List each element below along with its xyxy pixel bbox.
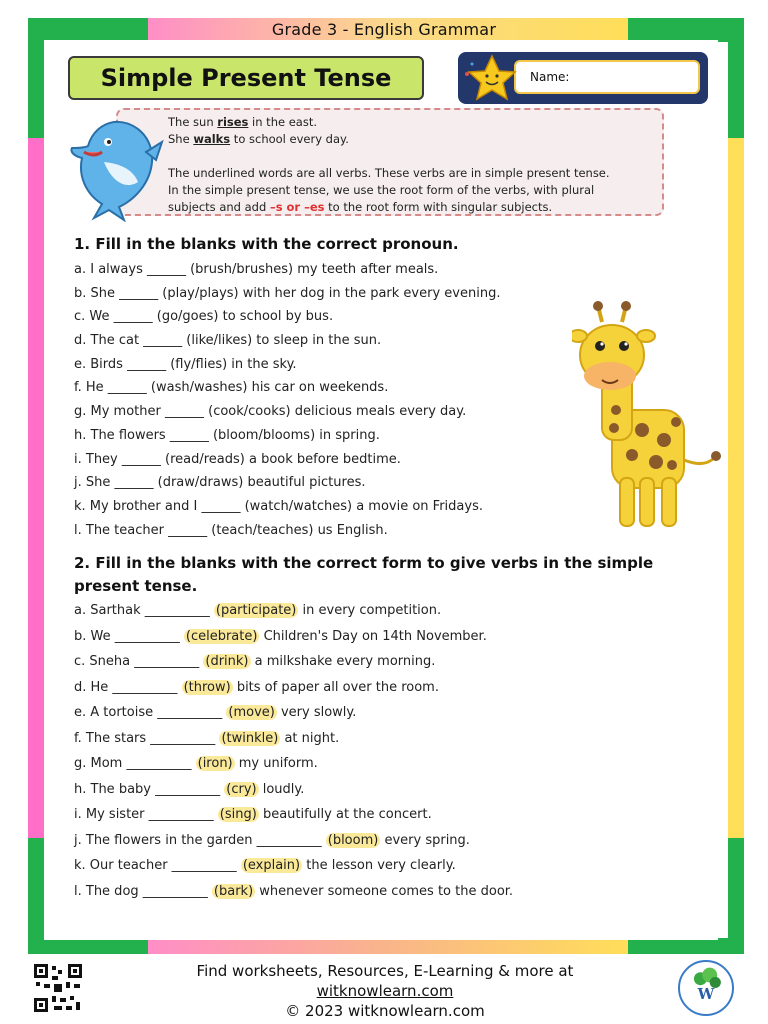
verb-hint: (explain) — [242, 858, 301, 873]
suffix-rule: –s or –es — [269, 200, 325, 214]
verb-hint: (bark) — [213, 883, 254, 899]
border-bottom-left — [28, 938, 148, 954]
witknowlearn-logo-icon — [678, 960, 734, 1016]
item-text: g. Mom __________ — [74, 756, 196, 771]
section-1-title: 1. Fill in the blanks with the correct pronoun. — [74, 235, 459, 253]
verb-hint: (iron) — [197, 756, 233, 771]
exercise-1-item: l. The teacher ______ (teach/teaches) us English. — [74, 522, 388, 538]
exercise-1-item: k. My brother and I ______ (watch/watches) a movie on Fridays. — [74, 498, 483, 514]
exercise-1-item: e. Birds ______ (fly/flies) in the sky. — [74, 356, 297, 372]
intro-para-3: subjects and add –s or –es to the root form with singular subjects. — [168, 200, 553, 214]
verb-hint: (move) — [228, 705, 275, 720]
verb-rises: rises — [217, 115, 249, 129]
item-text: k. Our teacher __________ — [74, 858, 241, 873]
exercise-2-item — [74, 879, 513, 905]
section-2-title: 2. Fill in the blanks with the correct form to give verbs in the simple present tense. — [74, 554, 654, 595]
exercise-2-item — [74, 624, 513, 650]
footer-link[interactable]: witknowlearn.com — [316, 982, 454, 1000]
verb-hint: (drink) — [205, 654, 249, 669]
border-left-mid — [28, 138, 44, 838]
border-right-mid — [728, 138, 744, 838]
exercise-1-item: d. The cat ______ (like/likes) to sleep in the sun. — [74, 333, 382, 349]
border-bottom-mid — [148, 938, 628, 954]
name-field[interactable] — [514, 60, 700, 94]
page-title: Simple Present Tense — [100, 64, 392, 92]
verb-hint: (sing) — [219, 807, 257, 822]
item-text: i. My sister __________ — [74, 807, 218, 822]
verb-hint: (twinkle) — [221, 730, 279, 746]
intro-line-2: She walks to school every day. — [168, 132, 349, 146]
item-text: e. A tortoise __________ — [74, 705, 227, 720]
svg-text:W: W — [697, 985, 715, 1004]
exercise-2-item — [74, 828, 513, 854]
item-text: very slowly. — [276, 705, 357, 720]
verb-hint: (celebrate) — [185, 628, 258, 644]
exercise-1-item: h. The flowers ______ (bloom/blooms) in spring. — [74, 427, 380, 443]
item-text: h. The baby __________ — [74, 781, 225, 797]
verb-hint: (participate) — [215, 603, 297, 618]
exercise-2-item — [74, 853, 513, 879]
exercise-2-item — [74, 700, 513, 726]
border-left-bottom — [28, 838, 44, 954]
item-text: l. The dog __________ — [74, 883, 212, 899]
exercise-2-item — [74, 777, 513, 803]
title-box — [68, 56, 424, 100]
exercise-2-item — [74, 726, 513, 752]
section-1-list — [74, 258, 500, 542]
intro-line-1: The sun rises in the east. — [168, 115, 317, 129]
item-text: b. We __________ — [74, 628, 184, 644]
exercise-1-item: f. He ______ (wash/washes) his car on weekends. — [74, 380, 389, 396]
border-right-bottom — [728, 838, 744, 954]
item-text: c. Sneha __________ — [74, 654, 204, 669]
footer-copyright: © 2023 witknowlearn.com — [285, 1002, 485, 1020]
verb-walks: walks — [193, 132, 231, 146]
verb-hint: (throw) — [183, 679, 231, 695]
item-text: d. He __________ — [74, 679, 182, 695]
name-label: Name: — [530, 70, 570, 84]
item-text: at night. — [280, 730, 340, 746]
grade-title: Grade 3 - English Grammar — [271, 20, 497, 39]
exercise-2-item — [74, 802, 513, 828]
item-text: Children's Day on 14th November. — [259, 628, 487, 644]
item-text: a. Sarthak __________ — [74, 603, 214, 618]
verb-hint: (cry) — [226, 781, 257, 797]
item-text: whenever someone comes to the door. — [255, 883, 514, 899]
exercise-1-item: i. They ______ (read/reads) a book before bedtime. — [74, 451, 401, 467]
item-text: bits of paper all over the room. — [232, 679, 439, 695]
item-text: in every competition. — [298, 603, 442, 618]
exercise-1-item: g. My mother ______ (cook/cooks) delicious meals every day. — [74, 404, 467, 420]
item-text: beautifully at the concert. — [258, 807, 432, 822]
star-icon — [462, 52, 518, 104]
intro-para-2: In the simple present tense, we use the root form of the verbs, with plural — [168, 183, 595, 197]
verb-hint: (bloom) — [327, 832, 379, 848]
exercise-2-item — [74, 649, 513, 675]
item-text: f. The stars __________ — [74, 730, 220, 746]
item-text: loudly. — [258, 781, 305, 797]
intro-box — [116, 108, 664, 216]
item-text: my uniform. — [234, 756, 318, 771]
footer-line-1: Find worksheets, Resources, E-Learning & more at — [196, 962, 574, 980]
item-text: a milkshake every morning. — [250, 654, 436, 669]
intro-para-1: The underlined words are all verbs. These verbs are in simple present tense. — [168, 166, 610, 180]
exercise-1-item: a. I always ______ (brush/brushes) my teeth after meals. — [74, 262, 439, 277]
item-text: every spring. — [380, 832, 470, 848]
qr-code-icon — [32, 962, 84, 1014]
exercise-1-item: b. She ______ (play/plays) with her dog in the park every evening. — [74, 285, 501, 301]
exercise-1-item: j. She ______ (draw/draws) beautiful pictures. — [74, 475, 366, 491]
section-2-list — [74, 598, 513, 904]
giraffe-icon — [572, 300, 724, 532]
item-text: j. The flowers in the garden __________ — [74, 832, 326, 848]
border-bottom-right — [628, 938, 744, 954]
exercise-2-item — [74, 675, 513, 701]
dolphin-icon — [64, 112, 164, 222]
item-text: the lesson very clearly. — [302, 858, 456, 873]
exercise-2-item — [74, 598, 513, 624]
exercise-2-item — [74, 751, 513, 777]
exercise-1-item: c. We ______ (go/goes) to school by bus. — [74, 309, 334, 325]
